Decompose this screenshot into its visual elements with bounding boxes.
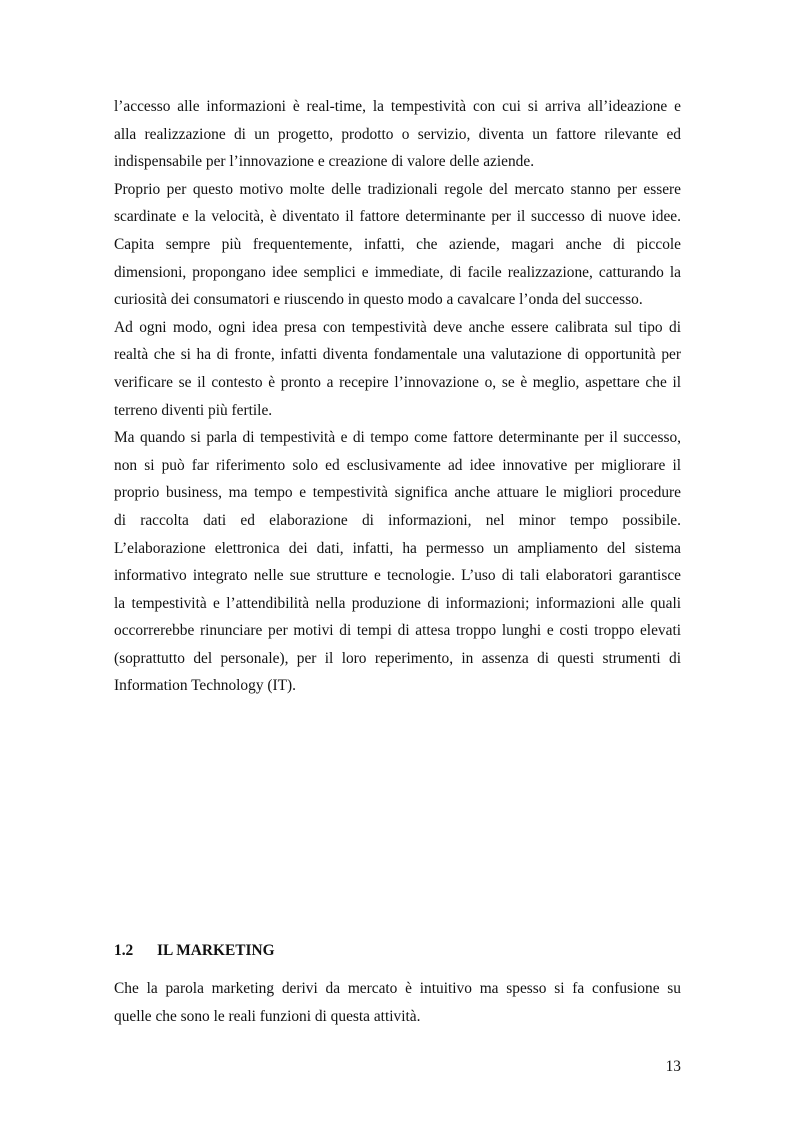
page-number: 13: [665, 1058, 681, 1075]
text-line: di raccolta dati ed elaborazione di informazioni, nel minor tempo possibile.: [114, 511, 681, 529]
text-line: dimensioni, propongano idee semplici e immediate, di facile realizzazione, catturando la: [114, 263, 681, 281]
text-line: alla realizzazione di un progetto, prodotto o servizio, diventa un fattore rilevante ed: [114, 125, 681, 143]
text-line: la tempestività e l’attendibilità nella produzione di informazioni; informazioni alle quali: [114, 594, 681, 612]
text-line: indispensabile per l’innovazione e creazione di valore delle aziende.: [114, 153, 535, 171]
text-line: proprio business, ma tempo e tempestività significa anche attuare le migliori procedure: [114, 484, 681, 502]
section-number: 1.2: [114, 942, 134, 959]
section-title: IL MARKETING: [157, 942, 275, 959]
text-line: Proprio per questo motivo molte delle tradizionali regole del mercato stanno per essere: [114, 180, 681, 198]
text-line: Capita sempre più frequentemente, infatti, che aziende, magari anche di piccole: [114, 235, 681, 253]
text-line: Che la parola marketing derivi da mercato è intuitivo ma spesso si fa confusione su: [114, 980, 681, 997]
text-line: Ma quando si parla di tempestività e di tempo come fattore determinante per il successo,: [114, 429, 681, 447]
body-text: [114, 93, 681, 700]
text-line: occorrerebbe rinunciare per motivi di tempi di attesa troppo lunghi e costi troppo elevati: [114, 622, 681, 640]
text-line: curiosità dei consumatori e riuscendo in questo modo a cavalcare l’onda del successo.: [114, 291, 643, 309]
text-line: Information Technology (IT).: [114, 677, 296, 695]
text-line: (soprattutto del personale), per il loro reperimento, in assenza di questi strumenti di: [114, 649, 681, 667]
text-line: Ad ogni modo, ogni idea presa con tempestività deve anche essere calibrata sul tipo di: [114, 318, 681, 336]
text-line: L’elaborazione elettronica dei dati, infatti, ha permesso un ampliamento del sistema: [114, 539, 681, 557]
text-line: l’accesso alle informazioni è real-time, la tempestività con cui si arriva all’ideazione e: [114, 98, 681, 115]
text-line: informativo integrato nelle sue strutture e tecnologie. L’uso di tali elaboratori garantisce: [114, 567, 681, 585]
text-line: quelle che sono le reali funzioni di questa attività.: [114, 1007, 421, 1025]
section-heading: [114, 938, 681, 964]
text-line: realtà che si ha di fronte, infatti diventa fondamentale una valutazione di opportunità per: [114, 346, 681, 364]
text-line: non si può far riferimento solo ed esclusivamente ad idee innovative per migliorare il: [114, 456, 681, 474]
text-line: terreno diventi più fertile.: [114, 401, 273, 419]
text-line: scardinate e la velocità, è diventato il fattore determinante per il successo di nuove idee.: [114, 208, 681, 226]
section-body-text: [114, 975, 681, 1030]
text-line: verificare se il contesto è pronto a recepire l’innovazione o, se è meglio, aspettare che il: [114, 373, 681, 391]
